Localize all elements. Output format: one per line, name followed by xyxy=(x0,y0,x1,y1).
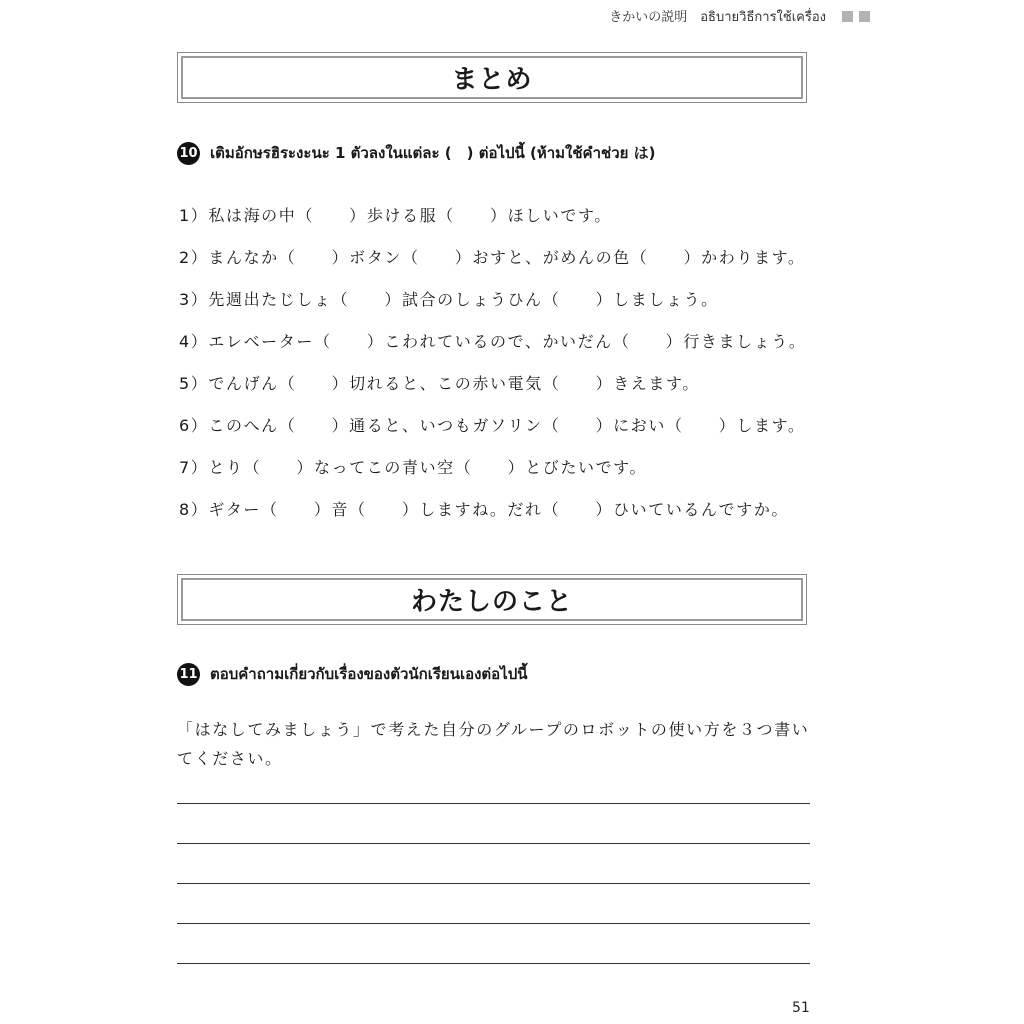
exercise-item: 6）このへん（ ）通ると、いつもガソリン（ ）におい（ ）します。 xyxy=(179,415,806,435)
answer-line[interactable] xyxy=(177,843,810,844)
section-title: わたしのこと xyxy=(410,587,573,617)
question-heading xyxy=(177,141,655,165)
question-text: เติมอักษรฮิระงะนะ 1 ตัวลงในแต่ละ ( ) ต่อไปนี้ (ห้ามใช้คำช่วย は) xyxy=(210,144,656,162)
exercise-item: 1）私は海の中（ ）歩ける服（ ）ほしいです。 xyxy=(179,205,612,225)
question-number-badge: 10 xyxy=(177,142,200,165)
section-title-box xyxy=(177,574,807,625)
header-text: きかいの説明 อธิบายวิธีการใช้เครื่อง xyxy=(609,9,826,25)
section-title-box xyxy=(177,52,807,103)
running-header xyxy=(560,6,870,26)
answer-line[interactable] xyxy=(177,963,810,964)
question-text: ตอบคำถามเกี่ยวกับเรื่องของตัวนักเรียนเองต่อไปนี้ xyxy=(210,665,528,683)
question-number-badge: 11 xyxy=(177,663,200,686)
exercise-item: 2）まんなか（ ）ボタン（ ）おすと、がめんの色（ ）かわります。 xyxy=(179,247,806,267)
exercise-item: 7）とり（ ）なってこの青い空（ ）とびたいです。 xyxy=(179,457,648,477)
exercise-item: 4）エレベーター（ ）こわれているので、かいだん（ ）行きましょう。 xyxy=(179,331,807,351)
header-square-icon xyxy=(842,11,853,22)
exercise-item: 5）でんげん（ ）切れると、この赤い電気（ ）きえます。 xyxy=(179,373,700,393)
exercise-item: 8）ギター（ ）音（ ）しますね。だれ（ ）ひいているんですか。 xyxy=(179,499,790,519)
exercise-item: 3）先週出たじしょ（ ）試合のしょうひん（ ）しましょう。 xyxy=(179,289,719,309)
instruction-text: 「はなしてみましょう」で考えた自分のグループのロボットの使い方を３つ書いてください。 xyxy=(177,720,810,768)
exercise-list xyxy=(179,193,819,529)
header-square-icon xyxy=(859,11,870,22)
answer-line[interactable] xyxy=(177,923,810,924)
answer-line[interactable] xyxy=(177,803,810,804)
question-heading xyxy=(177,662,528,686)
section-title: まとめ xyxy=(451,65,533,95)
answer-line[interactable] xyxy=(177,883,810,884)
page-number: 51 xyxy=(792,1000,810,1016)
